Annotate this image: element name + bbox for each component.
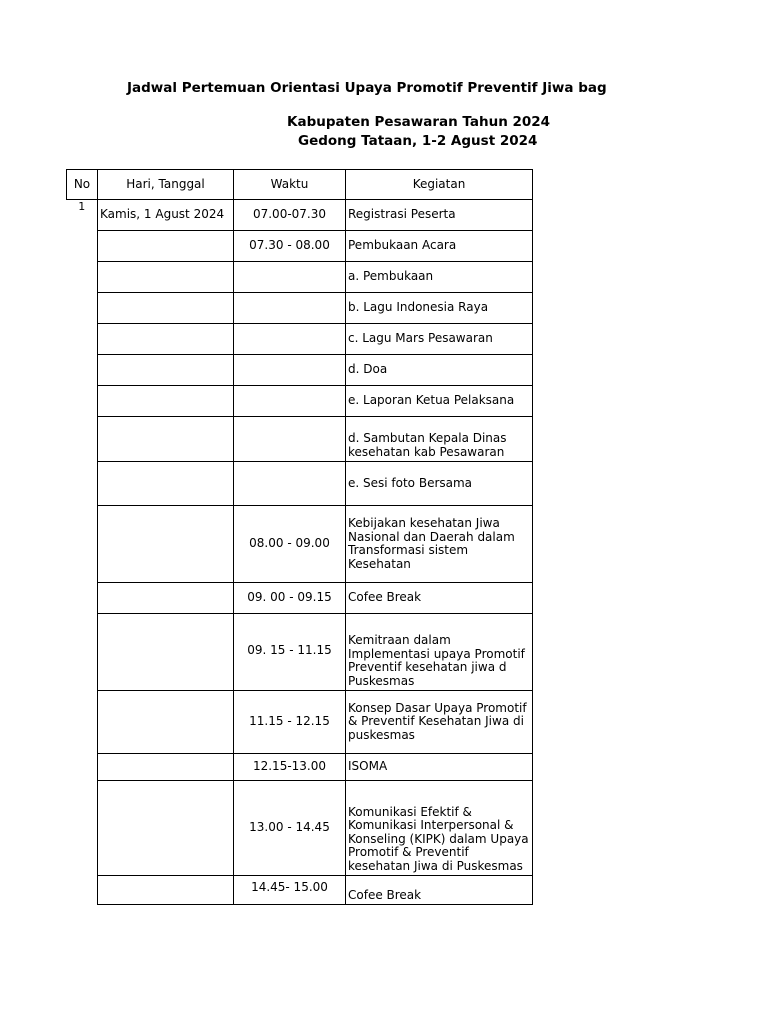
cell-time: 12.15-13.00 — [234, 754, 346, 781]
cell-time — [234, 324, 346, 355]
cell-time — [234, 262, 346, 293]
cell-no — [67, 262, 98, 293]
cell-no — [67, 355, 98, 386]
cell-activity: b. Lagu Indonesia Raya — [346, 293, 533, 324]
schedule-table — [66, 169, 533, 905]
cell-time: 08.00 - 09.00 — [234, 506, 346, 583]
cell-activity: Cofee Break — [346, 876, 533, 905]
cell-activity: Cofee Break — [346, 583, 533, 614]
cell-activity: Kebijakan kesehatan Jiwa Nasional dan Daerah dalam Transformasi sistem Kesehatan — [346, 506, 533, 583]
cell-day — [98, 324, 234, 355]
table-row — [67, 462, 533, 506]
table-row — [67, 781, 533, 876]
cell-day — [98, 386, 234, 417]
cell-no — [67, 583, 98, 614]
cell-no — [67, 506, 98, 583]
table-row — [67, 754, 533, 781]
table-row — [67, 417, 533, 462]
document-title: Jadwal Pertemuan Orientasi Upaya Promotif Preventif Jiwa bag — [127, 80, 607, 96]
cell-no — [67, 417, 98, 462]
cell-day — [98, 355, 234, 386]
cell-activity: a. Pembukaan — [346, 262, 533, 293]
table-row — [67, 506, 533, 583]
cell-day — [98, 876, 234, 905]
cell-no — [67, 781, 98, 876]
cell-day — [98, 462, 234, 506]
table-row — [67, 200, 533, 231]
cell-day — [98, 293, 234, 324]
cell-day — [98, 614, 234, 691]
cell-time — [234, 355, 346, 386]
cell-activity: Pembukaan Acara — [346, 231, 533, 262]
cell-activity: Komunikasi Efektif & Komunikasi Interpersonal & Konseling (KIPK) dalam Upaya Promotif & Preventif kesehatan Jiwa di Puskesmas — [346, 781, 533, 876]
table-row — [67, 691, 533, 754]
cell-no — [67, 614, 98, 691]
cell-no — [67, 324, 98, 355]
cell-day — [98, 691, 234, 754]
table-row — [67, 386, 533, 417]
cell-time: 07.00-07.30 — [234, 200, 346, 231]
cell-activity: e. Laporan Ketua Pelaksana — [346, 386, 533, 417]
header-no: No — [67, 170, 98, 200]
table-row — [67, 231, 533, 262]
table-row — [67, 293, 533, 324]
header-activity: Kegiatan — [346, 170, 533, 200]
table-row — [67, 262, 533, 293]
cell-day — [98, 781, 234, 876]
table-row — [67, 324, 533, 355]
table-header-row — [67, 170, 533, 200]
cell-time — [234, 386, 346, 417]
cell-no — [67, 876, 98, 905]
cell-day — [98, 583, 234, 614]
cell-activity: Registrasi Peserta — [346, 200, 533, 231]
cell-no — [67, 386, 98, 417]
cell-day — [98, 231, 234, 262]
cell-day — [98, 417, 234, 462]
cell-time: 13.00 - 14.45 — [234, 781, 346, 876]
cell-time: 14.45- 15.00 — [234, 876, 346, 905]
header-time: Waktu — [234, 170, 346, 200]
cell-activity: d. Sambutan Kepala Dinas kesehatan kab Pesawaran — [346, 417, 533, 462]
table-row — [67, 583, 533, 614]
cell-activity: ISOMA — [346, 754, 533, 781]
cell-activity: e. Sesi foto Bersama — [346, 462, 533, 506]
document-subtitle-location-date: Gedong Tataan, 1-2 Agust 2024 — [298, 133, 538, 149]
cell-no — [67, 462, 98, 506]
cell-time: 09. 00 - 09.15 — [234, 583, 346, 614]
cell-day — [98, 754, 234, 781]
cell-time — [234, 417, 346, 462]
cell-no — [67, 293, 98, 324]
header-day: Hari, Tanggal — [98, 170, 234, 200]
cell-day — [98, 262, 234, 293]
cell-activity: c. Lagu Mars Pesawaran — [346, 324, 533, 355]
table-row — [67, 355, 533, 386]
cell-activity: Kemitraan dalam Implementasi upaya Promotif Preventif kesehatan jiwa d Puskesmas — [346, 614, 533, 691]
cell-day — [98, 506, 234, 583]
cell-no — [67, 231, 98, 262]
table-row — [67, 876, 533, 905]
cell-no — [67, 754, 98, 781]
document-subtitle-regency: Kabupaten Pesawaran Tahun 2024 — [287, 114, 551, 130]
cell-time: 09. 15 - 11.15 — [234, 614, 346, 691]
cell-time: 07.30 - 08.00 — [234, 231, 346, 262]
cell-time — [234, 293, 346, 324]
cell-no: 1 — [78, 200, 86, 213]
cell-activity: d. Doa — [346, 355, 533, 386]
cell-time — [234, 462, 346, 506]
cell-day: Kamis, 1 Agust 2024 — [98, 200, 234, 231]
table-row — [67, 614, 533, 691]
cell-no — [67, 691, 98, 754]
cell-time: 11.15 - 12.15 — [234, 691, 346, 754]
cell-activity: Konsep Dasar Upaya Promotif & Preventif Kesehatan Jiwa di puskesmas — [346, 691, 533, 754]
